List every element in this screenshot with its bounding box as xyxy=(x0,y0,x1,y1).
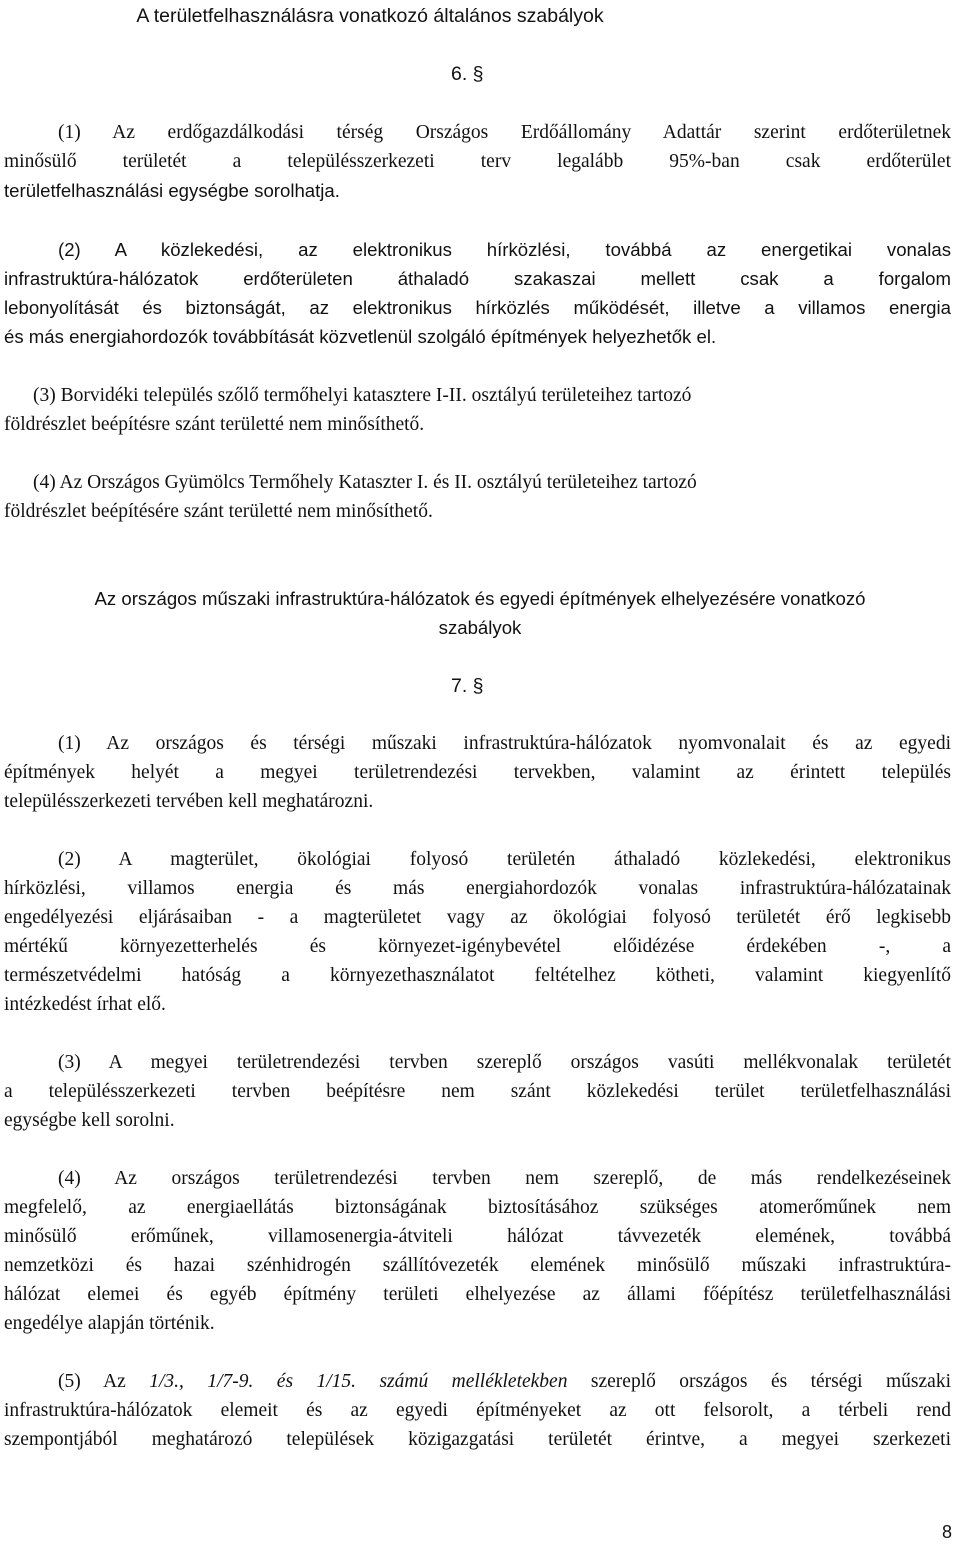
section-7-paragraph-2 xyxy=(4,845,951,1019)
text-line: (3) Borvidéki település szőlő termőhelyi katasztere I-II. osztályú területeihez tartozó xyxy=(33,385,692,406)
heading-line: Az országos műszaki infrastruktúra-hálózatok és egyedi építmények elhelyezésére vonatkozó xyxy=(94,588,866,609)
text-line: természetvédelmi hatóság a környezethasználatot feltételhez kötheti, valamint kiegyenlítő xyxy=(4,965,951,986)
text-line: engedélyezési eljárásaiban - a magterületet vagy az ökológiai folyosó területét érő legkisebb xyxy=(4,907,951,928)
text-line: minősülő területét a településszerkezeti terv legalább 95%-ban csak erdőterület xyxy=(4,151,951,172)
text-run: szereplő országos és térségi műszaki xyxy=(567,1371,951,1392)
section-7-label: 7. § xyxy=(451,675,484,697)
text-line: (1) Az országos és térségi műszaki infrastruktúra-hálózatok nyomvonalait és az egyedi xyxy=(58,733,951,754)
text-line: és más energiahordozók továbbítását közvetlenül szolgáló építmények helyezhetők el. xyxy=(4,326,717,347)
section-7-paragraph-3 xyxy=(4,1048,951,1135)
section-7-paragraph-4 xyxy=(4,1164,951,1338)
annex-reference: 1/3., 1/7-9. és 1/15. számú mellékletekben xyxy=(149,1371,568,1392)
text-line: (2) A magterület, ökológiai folyosó területén áthaladó közlekedési, elektronikus xyxy=(58,849,951,870)
text-line: hírközlési, villamos energia és más energiahordozók vonalas infrastruktúra-hálózatainak xyxy=(4,878,951,899)
heading-line: szabályok xyxy=(438,617,522,638)
text-line: infrastruktúra-hálózatok elemeit és az egyedi építményeket az ott felsorolt, a térbeli rend xyxy=(4,1400,951,1421)
text-line: földrészlet beépítésére szánt területté nem minősíthető. xyxy=(4,501,433,522)
text-line: (3) A megyei területrendezési tervben szereplő országos vasúti mellékvonalak területét xyxy=(58,1052,951,1073)
section-7-paragraph-5 xyxy=(4,1367,951,1454)
text-line: megfelelő, az energiaellátás biztonságának biztosításához szükséges atomerőműnek nem xyxy=(4,1197,951,1218)
section-7-paragraph-1 xyxy=(4,729,951,816)
section-6-paragraph-1 xyxy=(4,118,951,205)
section-6-label: 6. § xyxy=(451,63,484,85)
text-line xyxy=(4,1367,951,1396)
section-heading xyxy=(0,584,960,642)
text-line: hálózat elemei és egyéb építmény területi elhelyezése az állami főépítész területfelhasználási xyxy=(4,1284,951,1305)
text-line: engedélye alapján történik. xyxy=(4,1313,215,1334)
text-line: (2) A közlekedési, az elektronikus hírközlési, továbbá az energetikai vonalas xyxy=(58,239,951,260)
section-6-paragraph-3 xyxy=(4,381,951,439)
text-line: földrészlet beépítésre szánt területté nem minősíthető. xyxy=(4,414,425,435)
chapter-heading: A területfelhasználásra vonatkozó általános szabályok xyxy=(136,5,604,27)
text-line: nemzetközi és hazai szénhidrogén szállítóvezeték elemének minősülő műszaki infrastruktúra- xyxy=(4,1255,951,1276)
text-run: (5) Az xyxy=(58,1371,150,1392)
text-line: mértékű környezetterhelés és környezet-igénybevétel előidézése érdekében -, a xyxy=(4,936,951,957)
section-6-paragraph-2 xyxy=(4,235,951,351)
text-line: településszerkezeti tervében kell meghatározni. xyxy=(4,791,374,812)
text-line: intézkedést írhat elő. xyxy=(4,994,166,1015)
text-line: területfelhasználási egységbe sorolhatja. xyxy=(4,180,340,201)
text-line: infrastruktúra-hálózatok erdőterületen áthaladó szakaszai mellett csak a forgalom xyxy=(4,268,951,289)
text-line: lebonyolítását és biztonságát, az elektronikus hírközlés működését, illetve a villamos energia xyxy=(4,297,951,318)
text-line: a településszerkezeti tervben beépítésre nem szánt közlekedési terület területfelhasználási xyxy=(4,1081,951,1102)
text-line: szempontjából meghatározó települések közigazgatási területét érintve, a megyei szerkezeti xyxy=(4,1429,951,1450)
section-6-paragraph-4 xyxy=(4,468,951,526)
page-number: 8 xyxy=(941,1522,952,1542)
text-line: minősülő erőműnek, villamosenergia-átviteli hálózat távvezeték elemének, továbbá xyxy=(4,1226,951,1247)
text-line: (4) Az országos területrendezési tervben nem szereplő, de más rendelkezéseinek xyxy=(58,1168,951,1189)
text-line: egységbe kell sorolni. xyxy=(4,1110,175,1131)
text-line: (4) Az Országos Gyümölcs Termőhely Kataszter I. és II. osztályú területeihez tartozó xyxy=(33,472,697,493)
text-line: (1) Az erdőgazdálkodási térség Országos Erdőállomány Adattár szerint erdőterületnek xyxy=(58,122,951,143)
text-line: építmények helyét a megyei területrendezési tervekben, valamint az érintett település xyxy=(4,762,951,783)
